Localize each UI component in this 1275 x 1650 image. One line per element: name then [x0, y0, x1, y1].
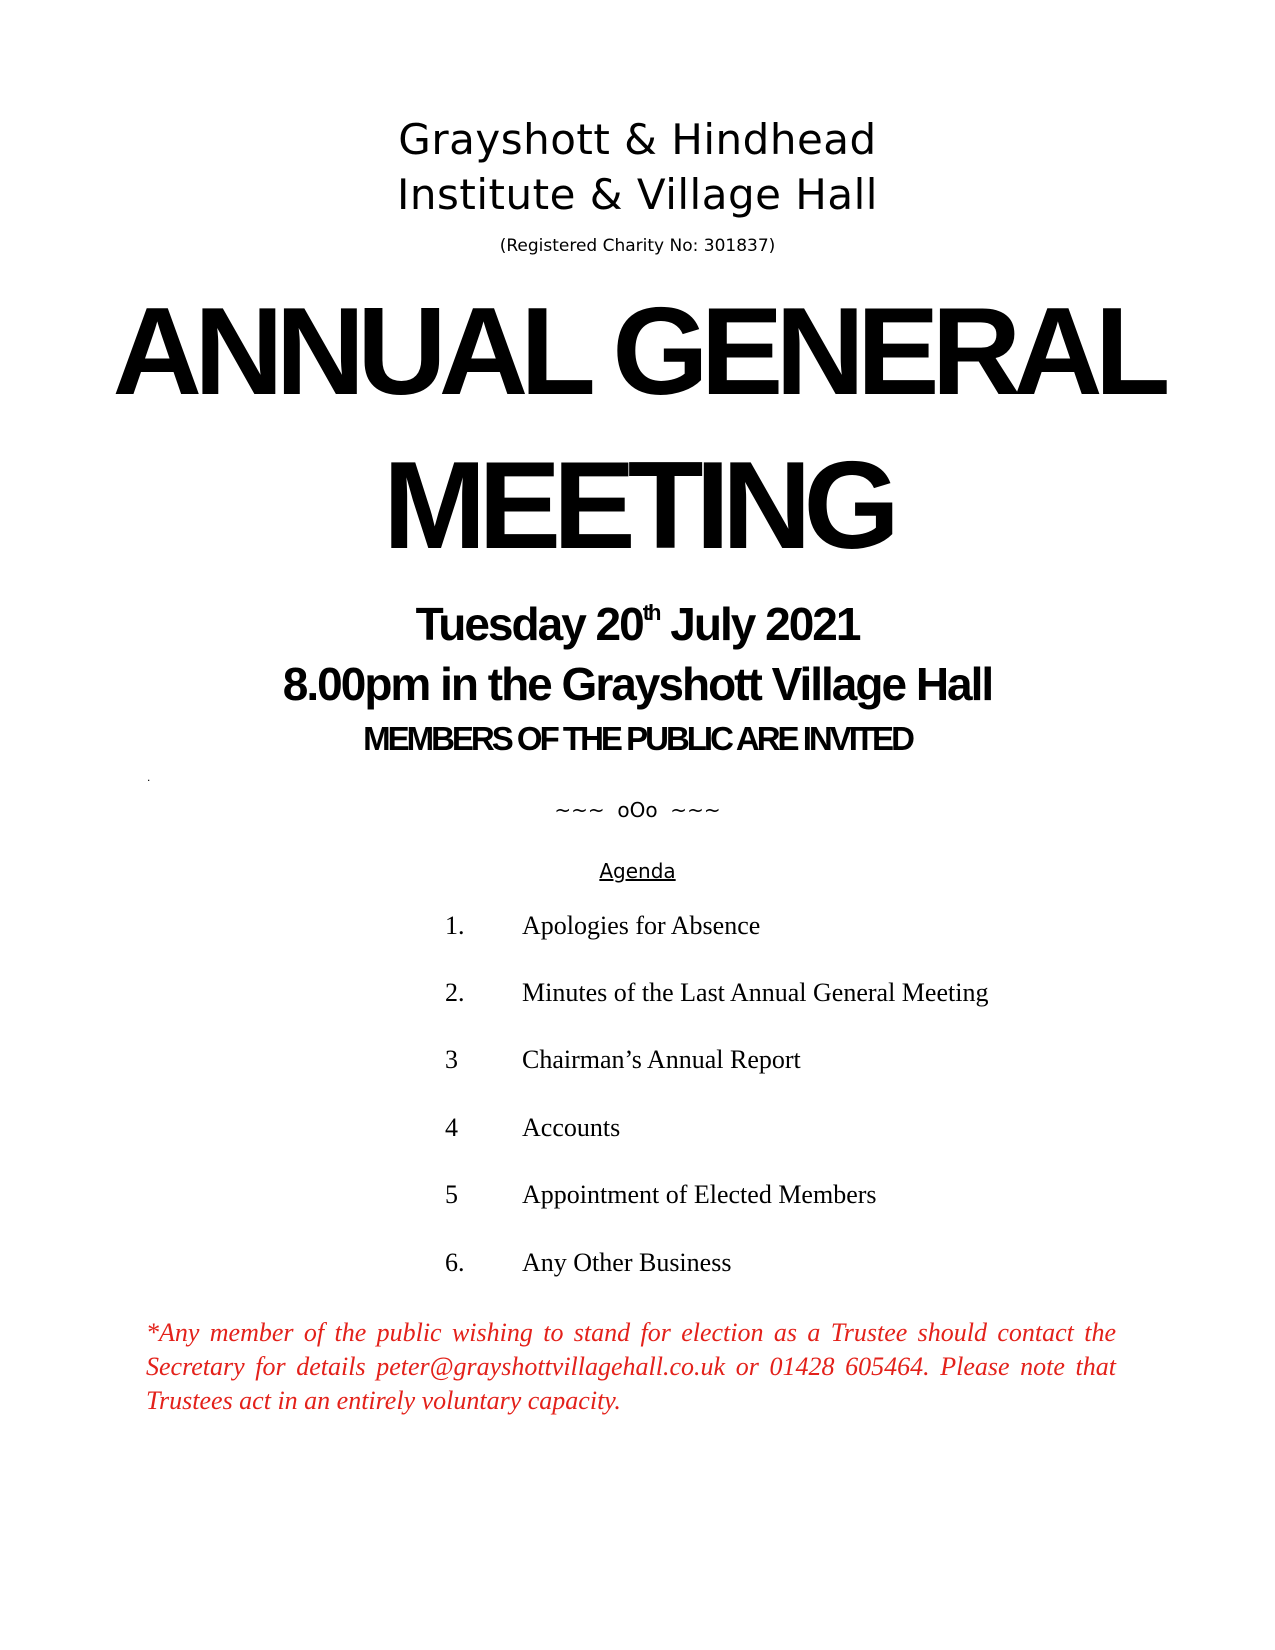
charity-number: (Registered Charity No: 301837) — [499, 236, 776, 256]
agenda-item — [0, 908, 1275, 944]
agenda-item — [0, 1177, 1275, 1213]
meeting-date-day: Tuesday 20 — [415, 598, 643, 650]
org-name-line2: Institute & Village Hall — [397, 170, 878, 219]
agenda-item-text: Chairman’s Annual Report — [522, 1045, 801, 1074]
agenda-item-number: 2. — [445, 978, 465, 1007]
agenda-item-number: 4 — [445, 1113, 458, 1142]
agenda-heading: Agenda — [599, 859, 676, 883]
agenda-item-text: Any Other Business — [522, 1248, 732, 1277]
public-invitation: MEMBERS OF THE PUBLIC ARE INVITED — [363, 720, 912, 757]
agenda-item — [0, 1245, 1275, 1281]
agenda-item-number: 3 — [445, 1045, 458, 1074]
banner-title-line1: ANNUAL GENERAL — [112, 283, 1163, 421]
agenda-item-number: 6. — [445, 1248, 465, 1277]
agenda-item-number: 5 — [445, 1180, 458, 1209]
section-divider: ~~~ oOo ~~~ — [554, 798, 721, 822]
agenda-item-text: Appointment of Elected Members — [522, 1180, 877, 1209]
meeting-date-rest: July 2021 — [659, 598, 860, 650]
agenda-item — [0, 1110, 1275, 1146]
agenda-item — [0, 1042, 1275, 1078]
meeting-date — [0, 598, 1275, 650]
trustee-election-note: *Any member of the public wishing to stand for election as a Trustee should contact the Secretary for details peter@grayshottvillagehall.co.uk or 01428 605464. Please note that Trustees act in an entirely voluntary capacity. — [146, 1318, 1116, 1415]
agenda-item-text: Apologies for Absence — [522, 911, 761, 940]
banner-title-line2: MEETING — [383, 437, 892, 575]
agenda-item-text: Accounts — [522, 1113, 621, 1142]
agenda-item-number: 1. — [445, 911, 465, 940]
agenda-item — [0, 975, 1275, 1011]
stray-mark: . — [147, 770, 151, 784]
agenda-item-text: Minutes of the Last Annual General Meeting — [522, 978, 989, 1007]
org-name-line1: Grayshott & Hindhead — [398, 115, 877, 164]
meeting-time-place: 8.00pm in the Grayshott Village Hall — [282, 658, 993, 710]
meeting-date-suffix: th — [642, 600, 660, 625]
